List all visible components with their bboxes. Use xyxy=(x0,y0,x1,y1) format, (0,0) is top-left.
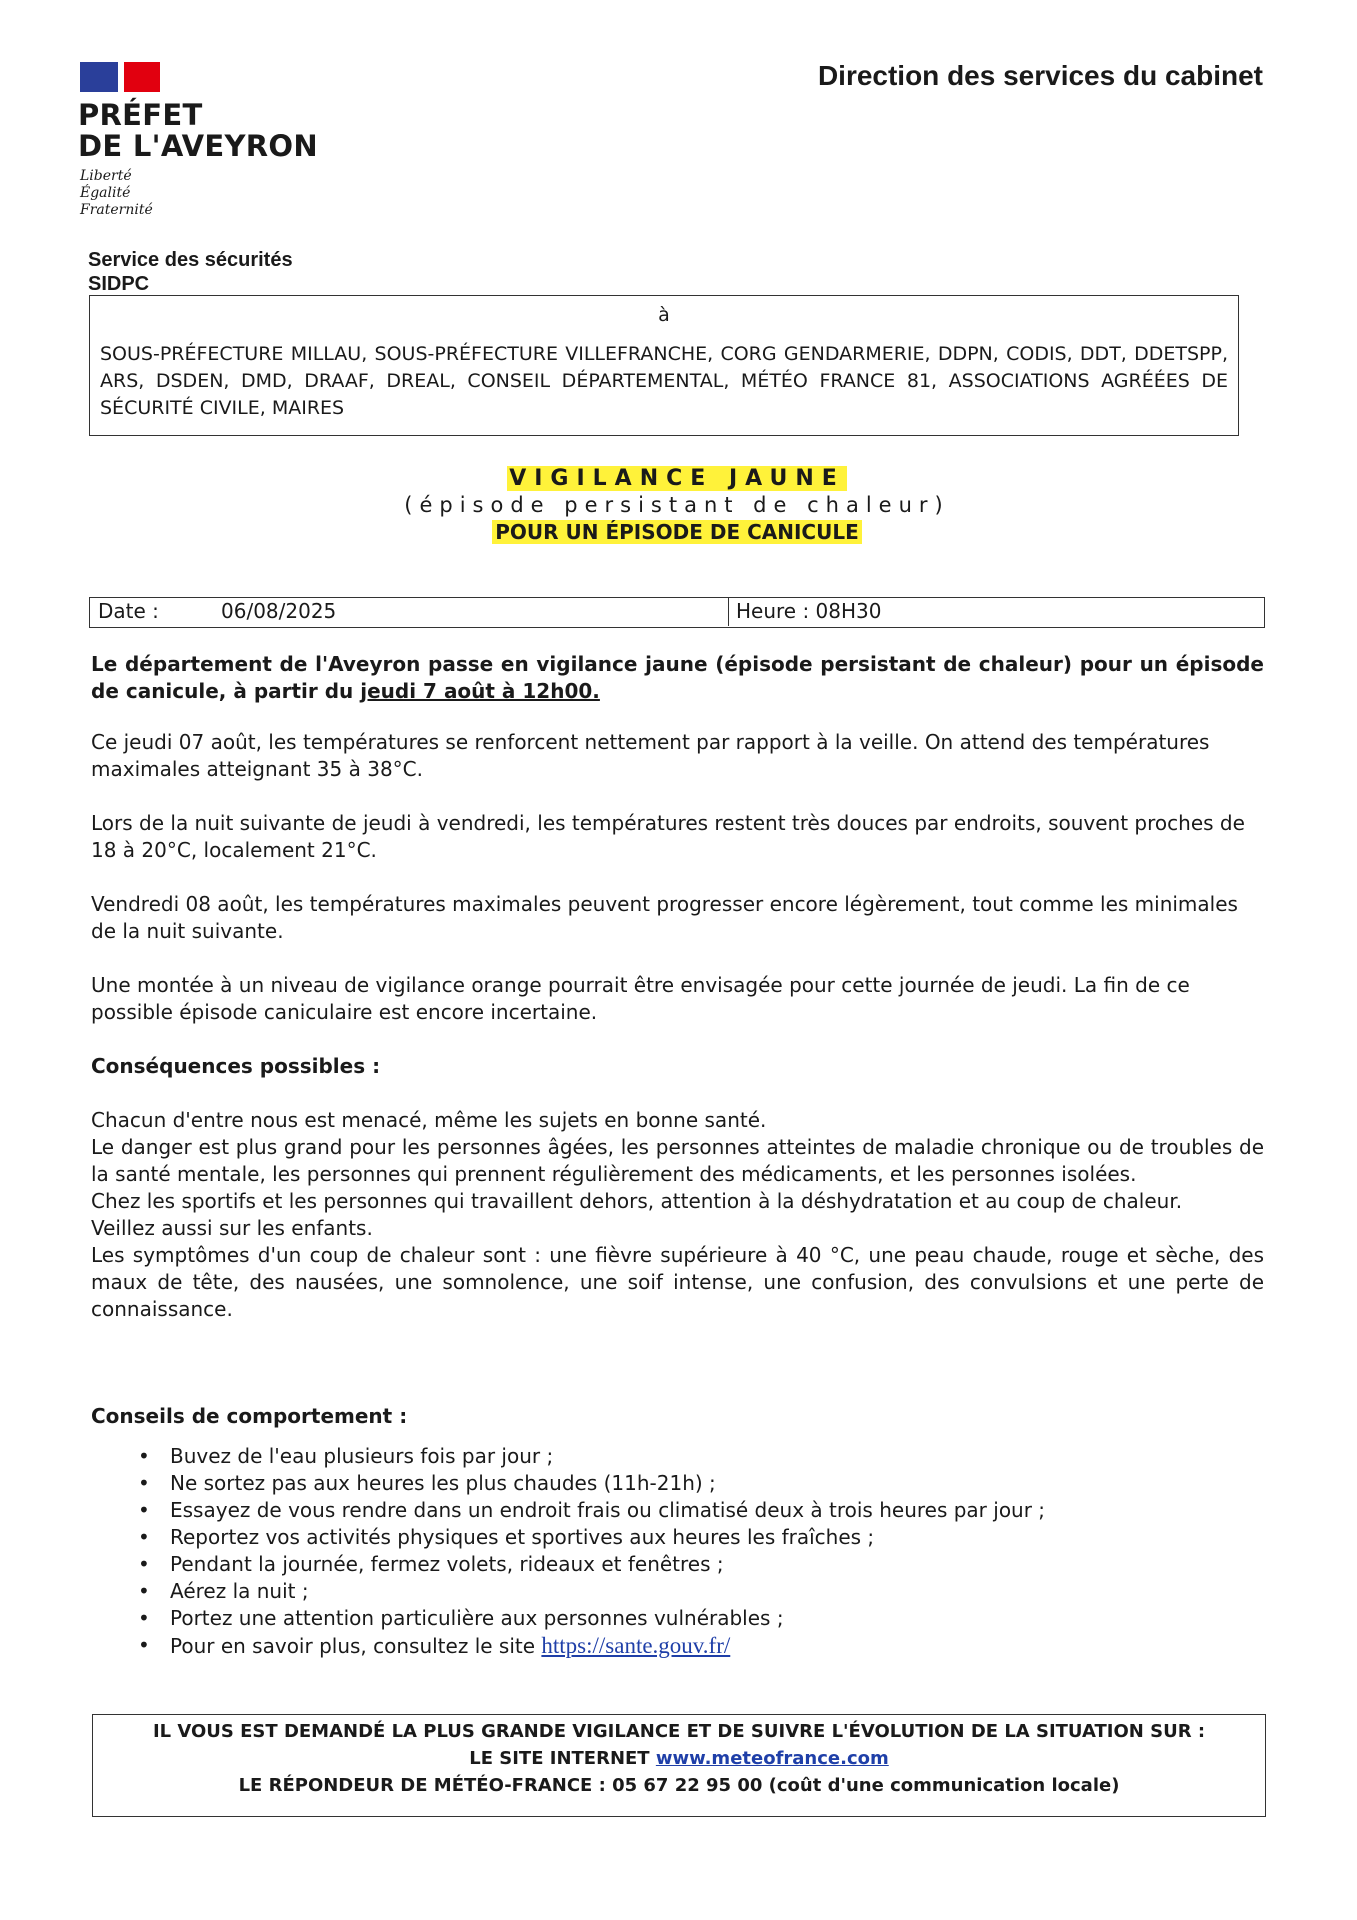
recipients-list: SOUS-PRÉFECTURE MILLAU, SOUS-PRÉFECTURE VILLEFRANCHE, CORG GENDARMERIE, DDPN, CODIS, DDT, DDETSPP, ARS, DSDEN, DMD, DRAAF, DREAL, CONSEIL DÉPARTEMENTAL, MÉTÉO FRANCE 81, ASSOCIATIONS AGRÉÉES DE SÉCURITÉ CIVILE, MAIRES xyxy=(100,343,1228,419)
conseils-heading: Conseils de comportement : xyxy=(91,1404,408,1428)
footer-line-1: IL VOUS EST DEMANDÉ LA PLUS GRANDE VIGILANCE ET DE SUIVRE L'ÉVOLUTION DE LA SITUATION SUR : xyxy=(152,1721,1206,1742)
vigilance-subtitle-row xyxy=(89,493,1265,517)
paragraph-2: Lors de la nuit suivante de jeudi à vendredi, les températures restent très douces par endroits, souvent proches de 18 à 20°C, localement 21°C. xyxy=(91,811,1245,862)
republic-motto: Liberté Égalité Fraternité xyxy=(80,168,153,218)
heure-value: Heure : 08H30 xyxy=(736,599,882,623)
vigilance-episode-row xyxy=(89,520,1265,544)
lead-paragraph: Le département de l'Aveyron passe en vigilance jaune (épisode persistant de chaleur) pour un épisode de canicule, à partir du jeudi 7 août à 12h00. xyxy=(91,652,1264,703)
meteo-france-footer-box xyxy=(92,1714,1266,1817)
list-item: • Reportez vos activités physiques et sportives aux heures les fraîches ; xyxy=(138,1525,875,1549)
footer-line-2: LE SITE INTERNET www.meteofrance.com xyxy=(469,1748,889,1769)
vigilance-episode: POUR UN ÉPISODE DE CANICULE xyxy=(492,520,862,544)
sante-gouv-link[interactable]: https://sante.gouv.fr/ xyxy=(541,1633,731,1658)
list-item: • Pour en savoir plus, consultez le site https://sante.gouv.fr/ xyxy=(138,1633,731,1658)
heure-cell xyxy=(730,598,1264,626)
consequence-line: Les symptômes d'un coup de chaleur sont : une fièvre supérieure à 40 °C, une peau chaude, rouge et sèche, des maux de tête, des nausées, une somnolence, une soif intense, une confusion, des convulsions et une perte de connaissance. xyxy=(91,1243,1264,1321)
consequence-line: Chez les sportifs et les personnes qui travaillent dehors, attention à la déshydratation et au coup de chaleur. xyxy=(91,1189,1183,1213)
consequences-heading: Conséquences possibles : xyxy=(91,1054,381,1078)
bullet-icon: • xyxy=(138,1633,150,1657)
bullet-icon: • xyxy=(138,1444,150,1468)
paragraph-1: Ce jeudi 07 août, les températures se renforcent nettement par rapport à la veille. On attend des températures maximales atteignant 35 à 38°C. xyxy=(91,730,1210,781)
recipients-box xyxy=(89,295,1239,436)
conseils-list xyxy=(136,1443,1236,1660)
date-cell xyxy=(90,598,729,626)
list-item: • Portez une attention particulière aux personnes vulnérables ; xyxy=(138,1606,784,1630)
vigilance-title: VIGILANCE JAUNE xyxy=(509,466,845,491)
bullet-icon: • xyxy=(138,1552,150,1576)
vigilance-subtitle: (épisode persistant de chaleur) xyxy=(404,493,950,517)
list-item: • Aérez la nuit ; xyxy=(138,1579,309,1603)
vigilance-title-row xyxy=(89,466,1265,491)
direction-title: Direction des services du cabinet xyxy=(817,60,1263,91)
footer-line-3: LE RÉPONDEUR DE MÉTÉO-FRANCE : 05 67 22 95 00 (coût d'une communication locale) xyxy=(238,1775,1120,1796)
recipients-to: à xyxy=(658,304,670,326)
list-item: • Essayez de vous rendre dans un endroit frais ou climatisé deux à trois heures par jour ; xyxy=(138,1498,1046,1522)
paragraph-3: Vendredi 08 août, les températures maximales peuvent progresser encore légèrement, tout comme les minimales de la nuit suivante. xyxy=(91,892,1238,943)
meteofrance-link[interactable]: www.meteofrance.com xyxy=(655,1748,889,1769)
date-value: 06/08/2025 xyxy=(221,599,337,623)
lead-date: jeudi 7 août à 12h00. xyxy=(360,679,600,703)
prefet-title: PRÉFET DE L'AVEYRON xyxy=(78,98,318,163)
bullet-icon: • xyxy=(138,1525,150,1549)
bullet-icon: • xyxy=(138,1579,150,1603)
bullet-icon: • xyxy=(138,1498,150,1522)
consequence-line: Veillez aussi sur les enfants. xyxy=(91,1216,373,1240)
list-item: • Pendant la journée, fermez volets, rideaux et fenêtres ; xyxy=(138,1552,724,1576)
list-item: • Ne sortez pas aux heures les plus chaudes (11h-21h) ; xyxy=(138,1471,716,1495)
date-time-box xyxy=(89,597,1265,628)
bullet-icon: • xyxy=(138,1471,150,1495)
paragraph-4: Une montée à un niveau de vigilance orange pourrait être envisagée pour cette journée de jeudi. La fin de ce possible épisode caniculaire est encore incertaine. xyxy=(91,973,1190,1024)
consequence-line: Chacun d'entre nous est menacé, même les sujets en bonne santé. xyxy=(91,1108,767,1132)
list-item: • Buvez de l'eau plusieurs fois par jour ; xyxy=(138,1444,554,1468)
date-label: Date : xyxy=(98,599,159,623)
service-label: Service des sécurités SIDPC xyxy=(88,249,293,295)
consequences-text xyxy=(91,1107,1264,1323)
marianne-flag-logo xyxy=(80,62,160,92)
consequence-line: Le danger est plus grand pour les personnes âgées, les personnes atteintes de maladie chronique ou de troubles de la santé mentale, les personnes qui prennent régulièrement des médicaments, et les personnes isolées. xyxy=(91,1135,1264,1186)
bullet-icon: • xyxy=(138,1606,150,1630)
